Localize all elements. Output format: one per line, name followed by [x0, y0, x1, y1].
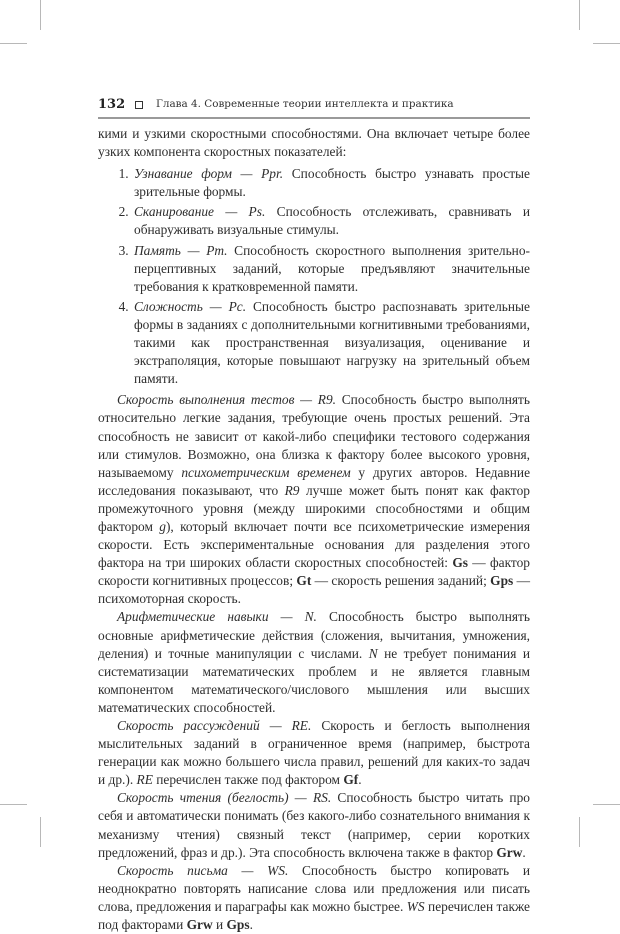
list-item [132, 242, 530, 296]
text: перечислен также под фактором [152, 772, 344, 788]
crop-mark [593, 804, 620, 805]
text: Способность быстро читать про себя и автоматически понимать (без какого-либо сознательного внимания к механизму чтения) связный текст (например, серии коротких предложений, фраз и др.). Эта способность включена также в фактор [98, 790, 530, 860]
text: лучше может быть понят как фактор промежуточного уровня (между широкими способностями и общим фактором [98, 482, 530, 534]
term: Сложность — Pc. [134, 298, 247, 314]
paragraph-re [98, 717, 530, 789]
paragraph-ws [98, 862, 530, 934]
text: и [212, 917, 227, 933]
emphasis: R9 [284, 482, 300, 498]
emphasis: N [368, 645, 378, 661]
text: — психомоторная скорость. [98, 573, 530, 607]
factor-code: Grw [186, 917, 213, 933]
emphasis: RE [136, 772, 153, 788]
term: Арифметические навыки — N. [117, 609, 317, 625]
factor-code: Gf [343, 772, 359, 788]
factor-code: Gs [452, 555, 468, 571]
term: Сканирование — Ps. [134, 204, 266, 220]
text: — скорость решения заданий; [311, 573, 491, 589]
term: Скорость выполнения тестов — R9. [117, 392, 337, 408]
chapter-title: Глава 4. Современные теории интеллекта и практика [156, 98, 454, 110]
term: Скорость чтения (беглость) — RS. [117, 790, 332, 806]
text: у других авторов. Недавние исследования показывают, что [98, 464, 531, 498]
page-number: 132 [98, 97, 126, 112]
text: Способность быстро копировать и неоднократно повторять написание слова или предложения или писать слова, предложения и параграфы как можно быстрее. [98, 862, 530, 914]
text: не требует понимания и систематизации математических проблем и не является главным компонентом математического/числового мышления или высших математических способностей. [98, 645, 530, 715]
emphasis: психометрическим временем [181, 464, 351, 480]
crop-mark [40, 817, 41, 847]
term: Узнавание форм — Ppr. [134, 166, 284, 182]
term: Скорость письма — WS. [117, 862, 289, 878]
crop-mark [579, 0, 580, 30]
text: Скорость и беглость выполнения мыслительных заданий в ограниченное время (например, быстрота генерации как можно большего числа правил, решений для каких-то задач и др.). [98, 718, 530, 788]
factor-code: Grw [496, 844, 523, 860]
crop-mark [579, 817, 580, 847]
crop-mark [593, 43, 620, 44]
definition: Способность скоростного выполнения зрительно-перцептивных заданий, которые предъявляют значительные требования к кратковременной памяти. [134, 242, 531, 294]
term: Скорость рассуждений — RE. [117, 718, 312, 733]
emphasis: g [159, 518, 166, 534]
text: Способность быстро выполнять относительно легкие задания, требующие очень простых решений. Эта способность не зависит от какой-либо специфики тестового содержания или стимулов. Возможно, она близка к фактору более высокого уровня, называемому [98, 392, 531, 480]
factor-code: Gt [296, 573, 312, 589]
text: . [249, 917, 253, 933]
text: — фактор скорости когнитивных процессов; [98, 555, 530, 589]
factor-code: Gps [490, 573, 514, 589]
crop-mark [40, 0, 41, 30]
page-body [98, 125, 530, 934]
text: . [522, 844, 526, 860]
list-item [132, 203, 530, 239]
text: Способность быстро выполнять основные арифметические действия (сложения, вычитания, умножения, деления) и точные манипуляции с числами. [98, 609, 530, 661]
list-item [132, 165, 530, 201]
definition: Способность быстро узнавать простые зрительные формы. [134, 166, 530, 200]
list-item [132, 298, 530, 388]
emphasis: WS [406, 898, 425, 914]
crop-mark [0, 43, 27, 44]
factor-code: Gps [226, 917, 250, 933]
definition: Способность отслеживать, сравнивать и обнаруживать визуальные стимулы. [134, 204, 531, 238]
term: Память — Pm. [134, 242, 228, 258]
running-header [98, 95, 530, 119]
text: перечислен также под факторами [98, 898, 531, 933]
text: . [358, 772, 362, 788]
intro-paragraph: кими и узкими скоростными способностями. Она включает четыре более узких компонента скоростных показателей: [98, 126, 530, 160]
paragraph-rs [98, 789, 530, 861]
square-bullet-icon [135, 101, 143, 109]
speed-components-list [98, 165, 530, 388]
paragraph-n [98, 608, 530, 717]
definition: Способность быстро распознавать зрительные формы в заданиях с дополнительными когнитивными требованиями, такими как пространственная визуализация, оценивание и экстраполяция, которые повышают нагрузку на зрительный объем памяти. [134, 298, 530, 387]
text: ), который включает почти все психометрические измерения скорости. Есть экспериментальные основания для разделения этого фактора на три широких области скоростных способностей: [98, 518, 530, 571]
paragraph-r9 [98, 391, 530, 608]
crop-mark [0, 804, 27, 805]
